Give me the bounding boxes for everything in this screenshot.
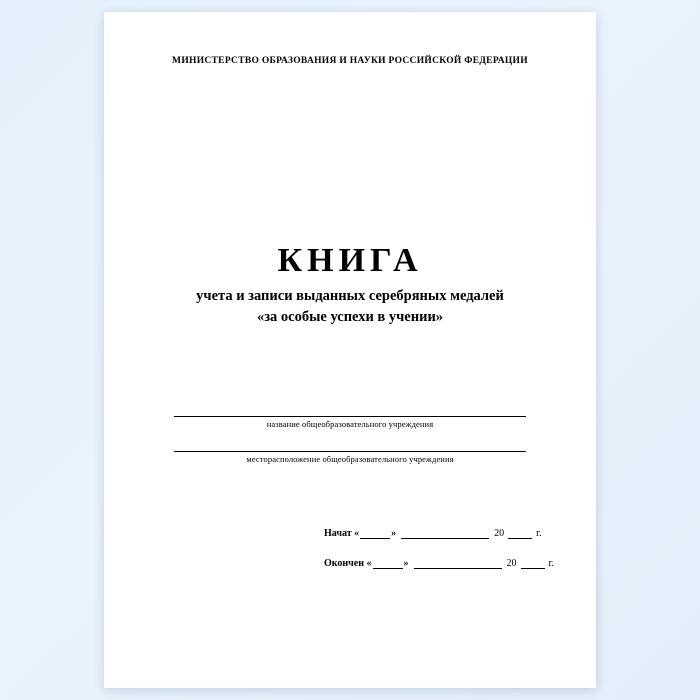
start-date-month-input[interactable] — [401, 529, 489, 539]
institution-location-input[interactable] — [174, 439, 526, 452]
subtitle-line-1: учета и записи выданных серебряных медалей — [196, 288, 504, 305]
institution-location-caption: месторасположение общеобразовательного учреждения — [246, 454, 454, 464]
start-date-year-input[interactable] — [508, 529, 532, 539]
document-page — [104, 12, 596, 688]
title-block — [104, 242, 596, 326]
end-date-day-input[interactable] — [373, 559, 403, 569]
end-date-month-input[interactable] — [414, 559, 502, 569]
end-date-year-prefix: 20 — [506, 558, 517, 569]
dates-block — [324, 528, 584, 588]
page-title: КНИГА — [277, 242, 423, 279]
institution-name-input[interactable] — [174, 404, 526, 417]
institution-name-field-group — [174, 404, 526, 429]
institution-name-caption: название общеобразовательного учреждения — [266, 419, 434, 429]
end-date-label: Окончен « — [324, 558, 372, 569]
subtitle-line-2: «за особые успехи в учении» — [256, 309, 444, 326]
start-date-day-input[interactable] — [360, 529, 390, 539]
start-date-quote: » — [391, 528, 397, 539]
start-date-year-prefix: 20 — [494, 528, 505, 539]
start-date-row — [324, 528, 584, 539]
start-date-year-suffix: г. — [536, 528, 542, 539]
end-date-quote: » — [403, 558, 409, 569]
start-date-label: Начат « — [324, 528, 360, 539]
end-date-year-input[interactable] — [521, 559, 545, 569]
end-date-row — [324, 558, 584, 569]
ministry-header: МИНИСТЕРСТВО ОБРАЗОВАНИЯ И НАУКИ РОССИЙСКОЙ ФЕДЕРАЦИИ — [172, 56, 528, 66]
institution-location-field-group — [174, 439, 526, 464]
end-date-year-suffix: г. — [548, 558, 554, 569]
